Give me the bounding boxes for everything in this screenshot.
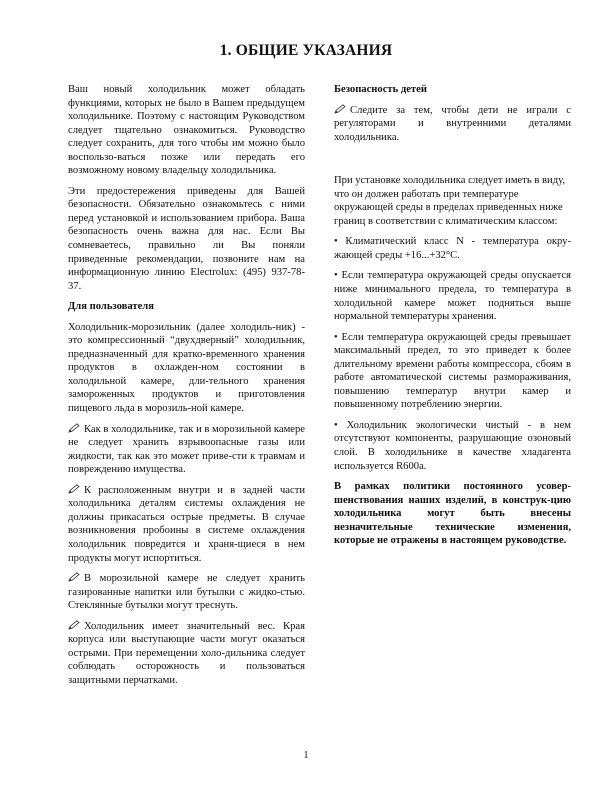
child-safety-warning	[334, 104, 571, 145]
installation-paragraph: При установке холодильника следует иметь в виду, что он должен работать при температуре окружающей среды в пределах приведенных ниже границ в соответствии с климатическим классом:	[334, 175, 565, 227]
warning-weight	[68, 620, 305, 688]
policy-note: В рамках политики постоянного усовер-шенствования наших изделий, в конструк-цию холодильника могут быть внесены незначительные технические изменения, которые не отражены в настоящем руководстве.	[334, 481, 571, 547]
left-column	[68, 83, 305, 694]
child-safety-heading: Безопасность детей	[334, 84, 427, 95]
climate-class-bullet: • Климатический класс N - температура окру-жающей среды +16...+32°С.	[334, 236, 571, 261]
page-number: 1	[303, 750, 309, 761]
warning-text: Следите за тем, чтобы дети не играли с регуляторами и внутренними деталями холодильника.	[334, 104, 571, 143]
warning-sharp-objects	[68, 484, 305, 565]
warning-bottles	[68, 572, 305, 613]
page-title: 1. ОБЩИЕ УКАЗАНИЯ	[219, 42, 393, 59]
pencil-note-icon	[68, 484, 80, 494]
user-intro-paragraph: Холодильник-морозильник (далее холодиль-ник) - это компрессионный “двухдверный” холодильник, предназначенный для кратко-временного хранения продуктов в охлажден-ном состоянии в холодильной камере, дли-тельного хранения замороженных продуктов и приготовления пищевого льда в морозиль-ной камере.	[68, 321, 305, 415]
warning-explosive	[68, 423, 305, 477]
safety-paragraph: Эти предостережения приведены для Вашей безопасности. Обязательно ознакомьтесь с ними перед установкой и использованием прибора. Ваша безопасность очень важна для нас. Если Вы сомневаетесь, правильно ли Вы поняли приведенные рекомендации, позвоните нам на информационную линию Electrolux: (495) 937-78-37.	[68, 185, 305, 292]
low-temp-bullet: • Если температура окружающей среды опускается ниже минимального предела, то температура в холодильной камере может подняться выше нормальной температуры хранения.	[334, 270, 571, 323]
high-temp-bullet: • Если температура окружающей среды превышает максимальный предел, то это приведет к более длительному времени работы компрессора, сбоям в работе автоматической системы размораживания, повышению температур внутри камер и повышенному потреблению энергии.	[334, 331, 571, 411]
pencil-note-icon	[68, 423, 80, 433]
pencil-note-icon	[68, 572, 80, 582]
right-column	[334, 83, 571, 555]
pencil-note-icon	[68, 620, 80, 630]
warning-text: Как в холодильнике, так и в морозильной камере не следует хранить взрывоопасные газы или жидкости, так как это может приве-сти к травмам и повреждению имущества.	[68, 423, 305, 476]
warning-text: Холодильник имеет значительный вес. Края корпуса или выступающие части могут оказаться острыми. При перемещении холо-дильника следует соблюдать осторожность и пользоваться защитными перчатками.	[68, 620, 305, 686]
pencil-note-icon	[334, 104, 346, 114]
user-heading: Для пользователя	[68, 301, 154, 313]
warning-text: К расположенным внутри и в задней части холодильника деталям системы охлаждения не должны прикасаться острые предметы. В случае возникновения пробоины в системе охлаждения холодильник повредится и храня-щиеся в нем продукты могут испортиться.	[68, 484, 305, 564]
warning-text: В морозильной камере не следует хранить газированные напитки или бутылки с жидко-стью. Стеклянные бутылки могут треснуть.	[68, 573, 305, 612]
eco-bullet: • Холодильник экологически чистый - в нем отсутствуют компоненты, разрушающие озоновый слой. В холодильнике в качестве хладагента используется R600а.	[334, 419, 571, 472]
intro-paragraph: Ваш новый холодильник может обладать функциями, которых не было в Вашем предыдущем холодильнике. Поэтому с настоящим Руководством следует тщательно ознакомиться. Руководство следует сохранить, для того чтобы им можно было воспользо-ваться позже или передать его возможному новому владельцу холодильника.	[68, 84, 305, 177]
